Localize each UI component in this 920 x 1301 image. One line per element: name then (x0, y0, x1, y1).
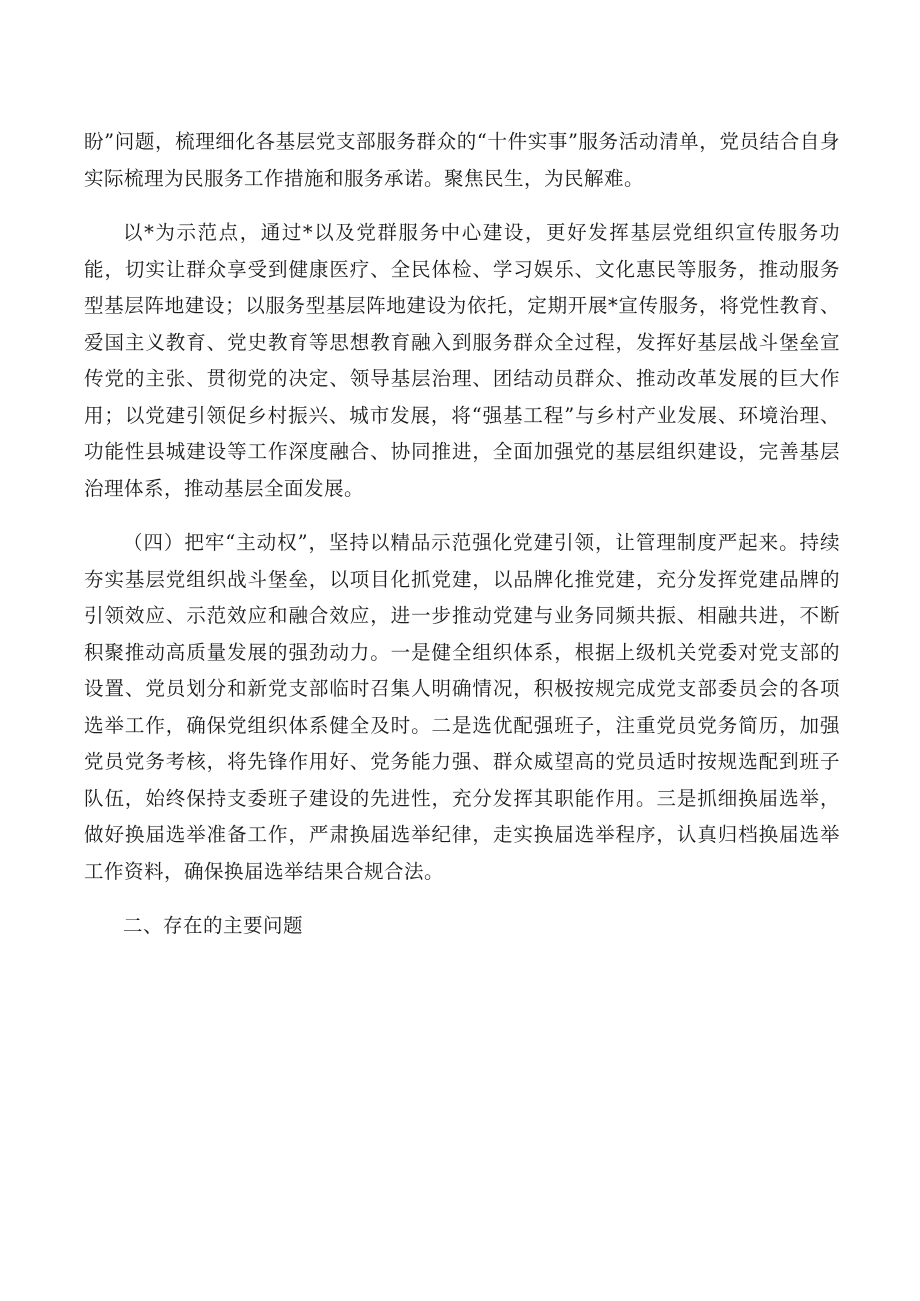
paragraph-section-four: （四）把牢“主动权”，坚持以精品示范强化党建引领，让管理制度严起来。持续夯实基层党组织战斗堡垒，以项目化抓党建，以品牌化推党建，充分发挥党建品牌的引领效应、示范效应和融合效应，进一步推动党建与业务同频共振、相融共进，不断积聚推动高质量发展的强劲动力。一是健全组织体系，根据上级机关党委对党支部的设置、党员划分和新党支部临时召集人明确情况，积极按规完成党支部委员会的各项选举工作，确保党组织体系健全及时。二是选优配强班子，注重党员党务简历，加强党员党务考核，将先锋作用好、党务能力强、群众威望高的党员适时按规选配到班子队伍，始终保持支委班子建设的先进性，充分发挥其职能作用。三是抓细换届选举，做好换届选举准备工作，严肃换届选举纪律，走实换届选举程序，认真归档换届选举工作资料，确保换届选举结果合规合法。 (84, 531, 840, 883)
document-body (84, 124, 840, 963)
paragraph-continuation: 盼”问题，梳理细化各基层党支部服务群众的“十件实事”服务活动清单，党员结合自身实际梳理为民服务工作措施和服务承诺。聚焦民生，为民解难。 (84, 130, 840, 190)
section-heading: 二、存在的主要问题 (123, 914, 304, 937)
paragraph-demo-point: 以*为示范点，通过*以及党群服务中心建设，更好发挥基层党组织宣传服务功能，切实让群众享受到健康医疗、全民体检、学习娱乐、文化惠民等服务，推动服务型基层阵地建设；以服务型基层阵地建设为依托，定期开展*宣传服务，将党性教育、爱国主义教育、党史教育等思想教育融入到服务群众全过程，发挥好基层战斗堡垒宣传党的主张、贯彻党的决定、领导基层治理、团结动员群众、推动改革发展的巨大作用；以党建引领促乡村振兴、城市发展，将“强基工程”与乡村产业发展、环境治理、功能性县城建设等工作深度融合、协同推进，全面加强党的基层组织建设，完善基层治理体系，推动基层全面发展。 (84, 221, 840, 500)
